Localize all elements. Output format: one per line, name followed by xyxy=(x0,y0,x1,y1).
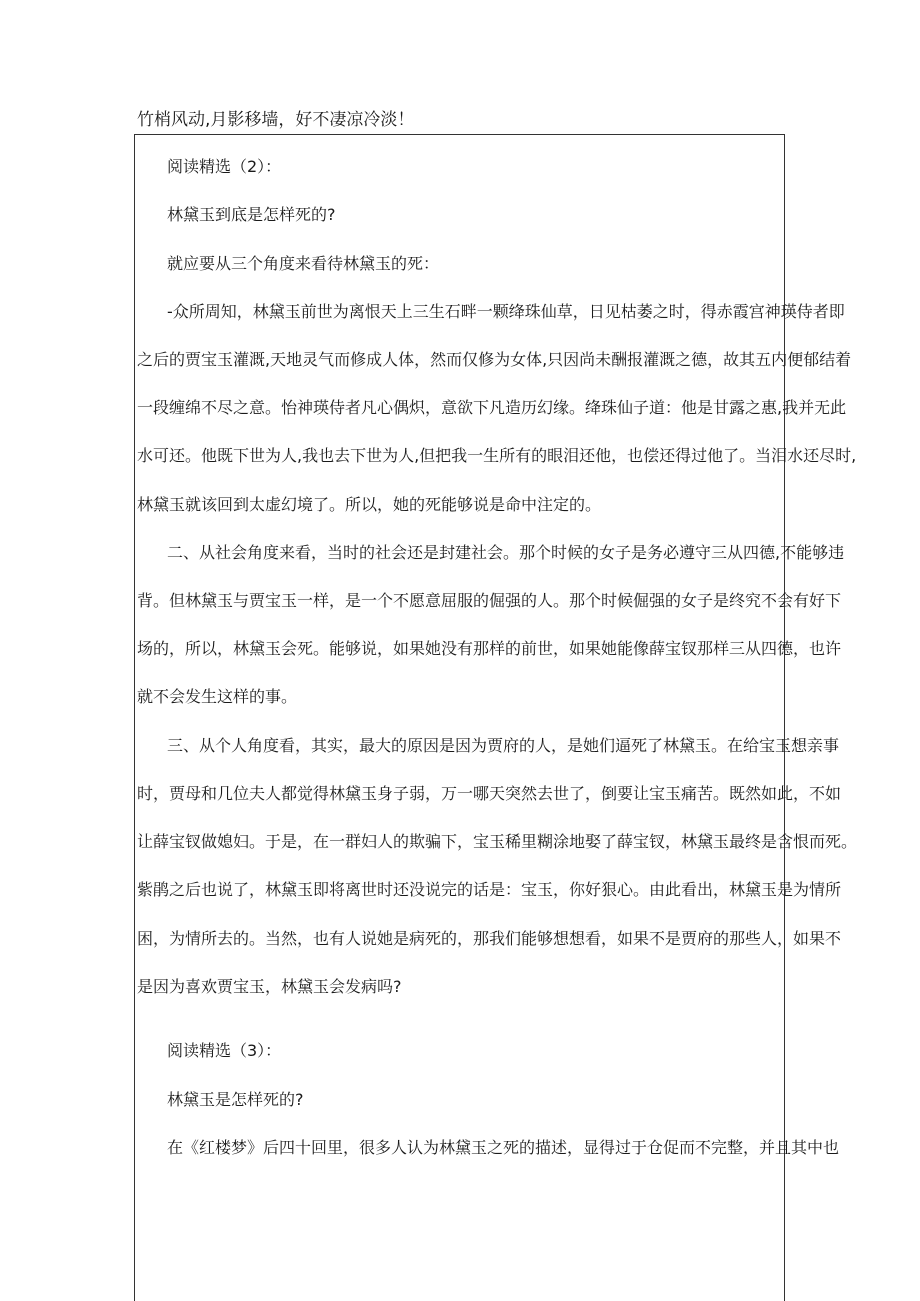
section-2-heading: 阅读精选（2）： xyxy=(167,157,282,176)
paragraph-line: 水可还。他既下世为人,我也去下世为人,但把我一生所有的眼泪还他，也偿还得过他了。当泪水还尽时, xyxy=(137,446,857,465)
paragraph-line: 困，为情所去的。当然，也有人说她是病死的，那我们能够想想看，如果不是贾府的那些人，如果不 xyxy=(137,929,842,948)
paragraph-line: 紫鹃之后也说了，林黛玉即将离世时还没说完的话是：宝玉，你好狠心。由此看出，林黛玉是为情所 xyxy=(137,880,842,899)
paragraph-line: 让薛宝钗做媳妇。于是，在一群妇人的欺骗下，宝玉稀里糊涂地娶了薛宝钗，林黛玉最终是含恨而死。 xyxy=(137,832,858,851)
paragraph-line: 就不会发生这样的事。 xyxy=(137,687,298,706)
paragraph-line: 之后的贾宝玉灌溉,天地灵气而修成人体，然而仅修为女体,只因尚未酬报灌溉之德，故其五内便郁结着 xyxy=(137,350,852,369)
intro-line: 竹梢风动,月影移墙，好不凄凉冷淡！ xyxy=(137,110,415,130)
paragraph-line: 背。但林黛玉与贾宝玉一样，是一个不愿意屈服的倔强的人。那个时候倔强的女子是终究不会有好下 xyxy=(137,591,842,610)
paragraph-line: 场的，所以，林黛玉会死。能够说，如果她没有那样的前世，如果她能像薛宝钗那样三从四德，也许 xyxy=(137,639,842,658)
paragraph-line: 一段缠绵不尽之意。怡神瑛侍者凡心偶炽，意欲下凡造历幻缘。绛珠仙子道：他是甘露之惠,我并无此 xyxy=(137,398,847,417)
section-3-heading: 阅读精选（3）： xyxy=(167,1041,282,1060)
section-2-question: 林黛玉到底是怎样死的? xyxy=(167,205,336,224)
paragraph-line: 时，贾母和几位夫人都觉得林黛玉身子弱，万一哪天突然去世了，倒要让宝玉痛苦。既然如此，不如 xyxy=(137,784,842,803)
paragraph-line: 三、从个人角度看，其实，最大的原因是因为贾府的人，是她们逼死了林黛玉。在给宝玉想亲事 xyxy=(167,736,840,755)
paragraph-line: 二、从社会角度来看，当时的社会还是封建社会。那个时候的女子是务必遵守三从四德,不能够违 xyxy=(167,543,845,562)
paragraph-line: -众所周知，林黛玉前世为离恨天上三生石畔一颗绛珠仙草，日见枯萎之时，得赤霞宫神瑛侍者即 xyxy=(167,302,845,321)
paragraph-line: 林黛玉就该回到太虚幻境了。所以，她的死能够说是命中注定的。 xyxy=(137,495,602,514)
paragraph-line: 是因为喜欢贾宝玉，林黛玉会发病吗? xyxy=(137,977,402,996)
paragraph-line: 在《红楼梦》后四十回里，很多人认为林黛玉之死的描述，显得过于仓促而不完整，并且其中也 xyxy=(167,1138,840,1157)
section-3-question: 林黛玉是怎样死的? xyxy=(167,1090,304,1109)
section-2-lead: 就应要从三个角度来看待林黛玉的死： xyxy=(167,254,440,273)
